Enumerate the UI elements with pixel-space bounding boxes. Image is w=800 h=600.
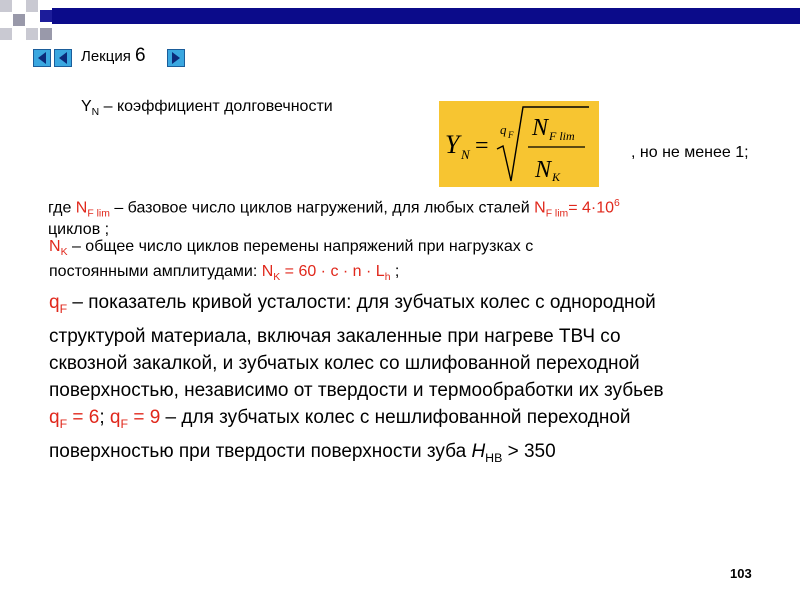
lecture-title xyxy=(81,45,146,67)
hb-sub: HB xyxy=(485,450,503,465)
nflim-text: – базовое число циклов нагружений, для любых сталей xyxy=(109,199,535,217)
formula-numerator: N xyxy=(532,115,549,141)
nflim-value-symbol: N xyxy=(534,199,546,217)
nflim-suffix: циклов ; xyxy=(48,220,110,238)
deco-square xyxy=(26,28,38,40)
yn-symbol: Y xyxy=(81,98,92,115)
formula-root-index: q xyxy=(500,122,507,137)
qf-line5-text: – для зубчатых колес с нешлифованной переходной xyxy=(160,406,631,428)
arrow-left-icon xyxy=(59,52,67,64)
arrow-left-icon xyxy=(38,52,46,64)
formula-denominator: N xyxy=(535,157,552,183)
nflim-value-sub: F lim xyxy=(545,208,569,220)
yn-text: – коэффициент долговечности xyxy=(99,98,333,115)
page-number: 103 xyxy=(730,566,752,581)
formula-root-index-sub: F xyxy=(508,130,514,140)
lecture-label: Лекция xyxy=(81,48,131,65)
nk-formula-rest: = 60 · c · n · L xyxy=(280,263,385,281)
first-slide-button[interactable] xyxy=(33,49,51,67)
qf-sub: F xyxy=(59,301,68,316)
qf-line2: структурой материала, включая закаленные при нагреве ТВЧ со xyxy=(49,325,621,347)
qf-v2-sub: F xyxy=(120,416,129,431)
prev-slide-button[interactable] xyxy=(54,49,72,67)
header-band xyxy=(52,8,800,24)
nk-formula-symbol: N xyxy=(261,263,274,281)
nflim-sub: F lim xyxy=(87,208,110,220)
nk-sub: K xyxy=(60,247,68,259)
formula-numerator-sub: F lim xyxy=(549,129,575,143)
qf-line4: поверхностью, независимо от твердости и термообработки их зубьев xyxy=(49,379,664,401)
nflim-paragraph xyxy=(48,194,798,239)
next-slide-button[interactable] xyxy=(167,49,185,67)
deco-square xyxy=(0,0,12,12)
nflim-value-exp: 6 xyxy=(614,198,620,209)
qf-separator: ; xyxy=(99,406,110,428)
deco-square xyxy=(0,28,12,40)
qf-v1-symbol: q xyxy=(49,406,60,428)
nk-line2 xyxy=(49,262,799,287)
qf-v1-value: = 6 xyxy=(67,406,100,428)
formula-lhs-sub: N xyxy=(461,147,470,162)
yn-sub: N xyxy=(91,107,100,119)
nk-symbol: N xyxy=(49,238,61,255)
lecture-number: 6 xyxy=(135,45,146,66)
formula-equals: = xyxy=(475,133,489,159)
nk-line1 xyxy=(49,237,799,262)
hb-value: > 350 xyxy=(502,440,556,462)
nk-text: – общее число циклов перемены напряжений при нагрузках с xyxy=(67,238,534,255)
qf-text: – показатель кривой усталости: для зубчатых колес с однородной xyxy=(67,292,656,313)
nflim-value-eq: = 4·10 xyxy=(568,199,615,217)
nk-formula-end-sub: h xyxy=(384,272,391,284)
deco-square xyxy=(40,10,52,22)
formula-svg xyxy=(439,101,599,187)
qf-line6 xyxy=(49,438,799,472)
arrow-right-icon xyxy=(172,52,180,64)
formula-box xyxy=(439,101,599,187)
header-decoration xyxy=(0,0,800,46)
qf-symbol: q xyxy=(49,292,60,313)
formula-lhs: Y xyxy=(445,130,460,159)
hb-symbol: H xyxy=(471,440,486,462)
deco-square xyxy=(13,14,25,26)
nk-line2-text: постоянными амплитудами: xyxy=(49,263,262,281)
nk-paragraph xyxy=(49,237,799,287)
condition-text: , но не менее 1; xyxy=(631,144,749,161)
qf-v2-value: = 9 xyxy=(128,406,161,428)
nflim-prefix: где xyxy=(48,199,76,217)
deco-square xyxy=(26,0,38,12)
qf-line5 xyxy=(49,404,799,438)
qf-v2-symbol: q xyxy=(109,406,121,428)
qf-paragraph xyxy=(49,289,799,471)
qf-v1-sub: F xyxy=(59,416,68,431)
nflim-symbol: N xyxy=(75,199,88,217)
nk-formula-tail: ; xyxy=(390,263,400,281)
qf-line6-text: поверхностью при твердости поверхности зуба xyxy=(49,440,472,462)
qf-line1 xyxy=(49,289,799,323)
yn-definition xyxy=(81,97,333,122)
qf-line3: сквозной закалкой, и зубчатых колес со шлифованной переходной xyxy=(49,352,640,374)
formula-denominator-sub: K xyxy=(552,170,561,184)
deco-square xyxy=(40,28,52,40)
nk-formula-sub: K xyxy=(273,272,281,284)
